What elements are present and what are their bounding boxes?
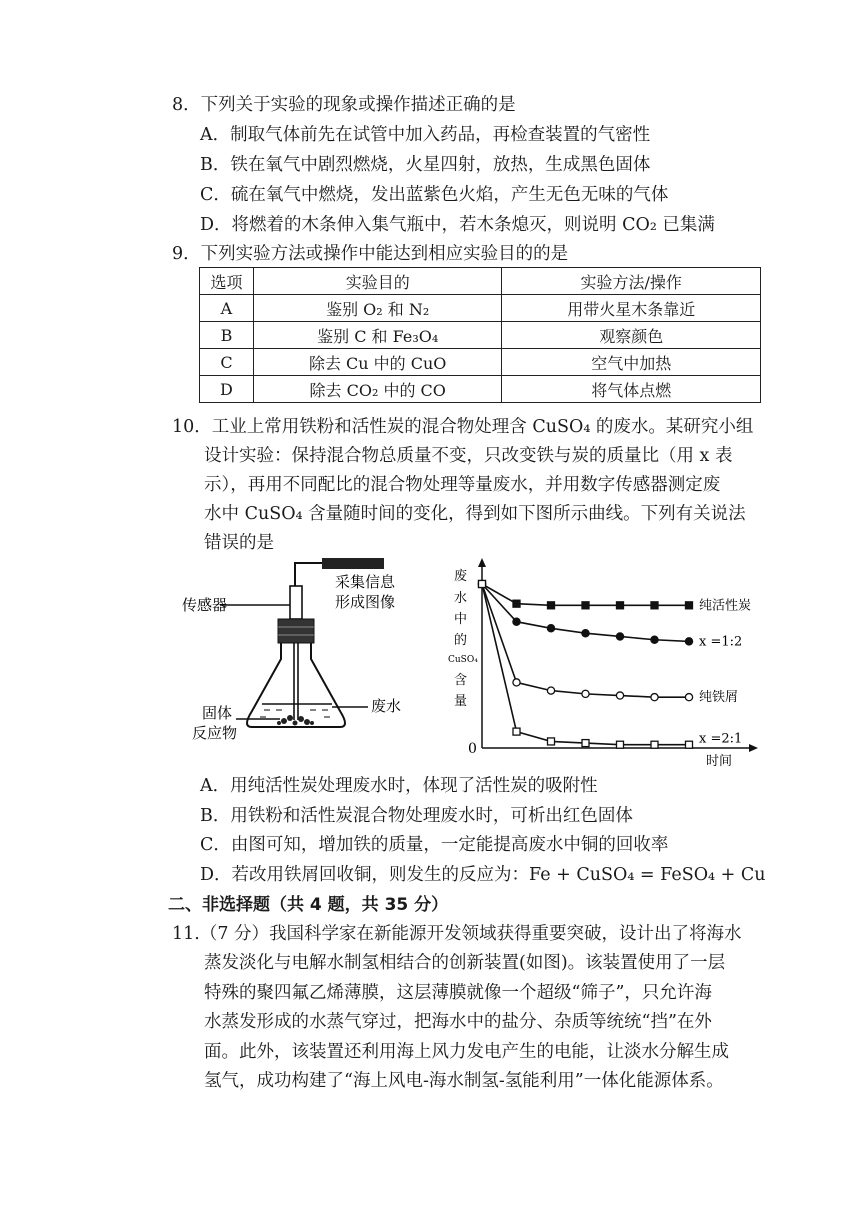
table-row <box>200 376 761 403</box>
q8-option-b: B．铁在氧气中剧烈燃烧，火星四射，放热，生成黑色固体 <box>200 155 651 175</box>
q11-line-6: 氢气，成功构建了“海上风电-海水制氢-氢能利用”一体化能源体系。 <box>204 1071 724 1091</box>
data-point <box>513 600 520 607</box>
data-point <box>547 625 554 632</box>
series-label: x =2:1 <box>699 731 743 747</box>
data-point <box>617 741 624 748</box>
data-point <box>582 602 589 609</box>
apparatus-diagram <box>180 555 420 765</box>
solid-label-2: 反应物 <box>192 724 238 742</box>
data-point <box>479 581 486 588</box>
table-header-cell: 实验方法/操作 <box>502 268 761 295</box>
data-point <box>616 633 623 640</box>
data-point <box>651 636 658 643</box>
plot-area <box>478 580 751 748</box>
signal-cable <box>295 563 322 586</box>
table-cell: 除去 Cu 中的 CuO <box>253 349 502 376</box>
data-point <box>616 692 623 699</box>
data-point <box>617 602 624 609</box>
table-row <box>200 322 761 349</box>
y-axis-char: CuSO₄ <box>448 655 478 665</box>
q11-line-1: 11.（7 分）我国科学家在新能源开发领域获得重要突破，设计出了将海水 <box>172 924 742 944</box>
table-row <box>200 349 761 376</box>
q8-stem: 8．下列关于实验的现象或操作描述正确的是 <box>172 95 516 115</box>
y-axis-char: 量 <box>454 694 468 709</box>
table-cell: D <box>200 376 254 403</box>
data-point <box>686 741 693 748</box>
q10-line-2: 设计实验：保持混合物总质量不变，只改变铁与炭的质量比（用 x 表 <box>204 446 733 466</box>
collect-label-1: 采集信息 <box>335 573 396 591</box>
q9-table <box>199 267 761 403</box>
data-point <box>582 630 589 637</box>
data-point <box>582 690 589 697</box>
data-point <box>651 602 658 609</box>
data-point <box>513 618 520 625</box>
y-axis-char: 废 <box>454 569 468 584</box>
data-point <box>685 694 692 701</box>
data-point <box>547 687 554 694</box>
y-axis-arrow <box>478 558 486 567</box>
y-axis-char: 含 <box>454 673 468 688</box>
table-cell: C <box>200 349 254 376</box>
q9-stem: 9．下列实验方法或操作中能达到相应实验目的的是 <box>172 244 569 264</box>
q11-line-3: 特殊的聚四氟乙烯薄膜，这层薄膜就像一个超级“筛子”，只允许海 <box>204 983 712 1003</box>
table-header-cell: 实验目的 <box>253 268 502 295</box>
solid-label-1: 固体 <box>202 704 233 722</box>
y-axis-char: 中 <box>454 612 468 627</box>
q8-option-d: D．将燃着的木条伸入集气瓶中，若木条熄灭，则说明 CO₂ 已集满 <box>200 215 715 235</box>
sensor-label: 传感器 <box>182 596 228 614</box>
stopper <box>278 619 314 643</box>
table-cell: A <box>200 295 254 322</box>
q8-option-a: A．制取气体前先在试管中加入药品，再检查装置的气密性 <box>200 125 651 145</box>
data-point <box>685 638 692 645</box>
q11-line-4: 水蒸发形成的水蒸气穿过，把海水中的盐分、杂质等统统“挡”在外 <box>204 1012 712 1032</box>
q11-line-5: 面。此外，该装置还利用海上风力发电产生的电能，让淡水分解生成 <box>204 1042 729 1062</box>
table-cell: 用带火星木条靠近 <box>502 295 761 322</box>
origin-label: 0 <box>468 741 477 757</box>
collect-label-2: 形成图像 <box>335 593 396 611</box>
q10-option-c: C．由图可知，增加铁的质量，一定能提高废水中铜的回收率 <box>200 835 669 855</box>
data-point <box>513 679 520 686</box>
table-cell: 空气中加热 <box>502 349 761 376</box>
q10-line-1: 10．工业上常用铁粉和活性炭的混合物处理含 CuSO₄ 的废水。某研究小组 <box>172 417 754 437</box>
x-axis-label: 时间 <box>706 754 733 769</box>
table-row <box>200 295 761 322</box>
wastewater-label: 废水 <box>371 697 402 715</box>
table-cell: 将气体点燃 <box>502 376 761 403</box>
q10-line-3: 示），再用不同配比的混合物处理等量废水，并用数字传感器测定废 <box>204 475 721 495</box>
cuso4-chart <box>448 558 768 770</box>
table-cell: 鉴别 O₂ 和 N₂ <box>253 295 502 322</box>
section-heading: 二、非选择题（共 4 题，共 35 分） <box>168 895 449 915</box>
q10-option-d: D．若改用铁屑回收铜，则发生的反应为：Fe + CuSO₄ = FeSO₄ + Cu <box>200 865 766 885</box>
x-axis-arrow <box>749 744 758 752</box>
y-axis-char: 的 <box>454 633 468 648</box>
q10-option-b: B．用铁粉和活性炭混合物处理废水时，可析出红色固体 <box>200 806 633 826</box>
data-collector <box>322 558 384 569</box>
conical-flask <box>247 643 345 727</box>
series-label: x =1:2 <box>699 634 743 650</box>
data-point <box>513 728 520 735</box>
sensor-body <box>290 586 302 619</box>
q10-option-a: A．用纯活性炭处理废水时，体现了活性炭的吸附性 <box>200 776 598 796</box>
liquid-dashes <box>260 710 330 717</box>
data-point <box>582 740 589 747</box>
table-cell: 除去 CO₂ 中的 CO <box>253 376 502 403</box>
solid-reactant <box>277 715 314 726</box>
data-point <box>686 602 693 609</box>
table-cell: B <box>200 322 254 349</box>
q10-line-5: 错误的是 <box>204 533 274 553</box>
data-point <box>548 738 555 745</box>
data-point <box>651 694 658 701</box>
table-header-cell: 选项 <box>200 268 254 295</box>
data-point <box>651 741 658 748</box>
data-point <box>548 602 555 609</box>
table-cell: 鉴别 C 和 Fe₃O₄ <box>253 322 502 349</box>
q11-line-2: 蒸发淡化与电解水制氢相结合的创新装置(如图)。该装置使用了一层 <box>204 953 726 973</box>
table-cell: 观察颜色 <box>502 322 761 349</box>
series-label: 纯活性炭 <box>699 598 752 614</box>
table-header-row <box>200 268 761 295</box>
series-label: 纯铁屑 <box>699 690 739 706</box>
q10-line-4: 水中 CuSO₄ 含量随时间的变化，得到如下图所示曲线。下列有关说法 <box>204 504 746 524</box>
q8-option-c: C．硫在氧气中燃烧，发出蓝紫色火焰，产生无色无味的气体 <box>200 185 669 205</box>
y-axis-char: 水 <box>454 591 468 606</box>
